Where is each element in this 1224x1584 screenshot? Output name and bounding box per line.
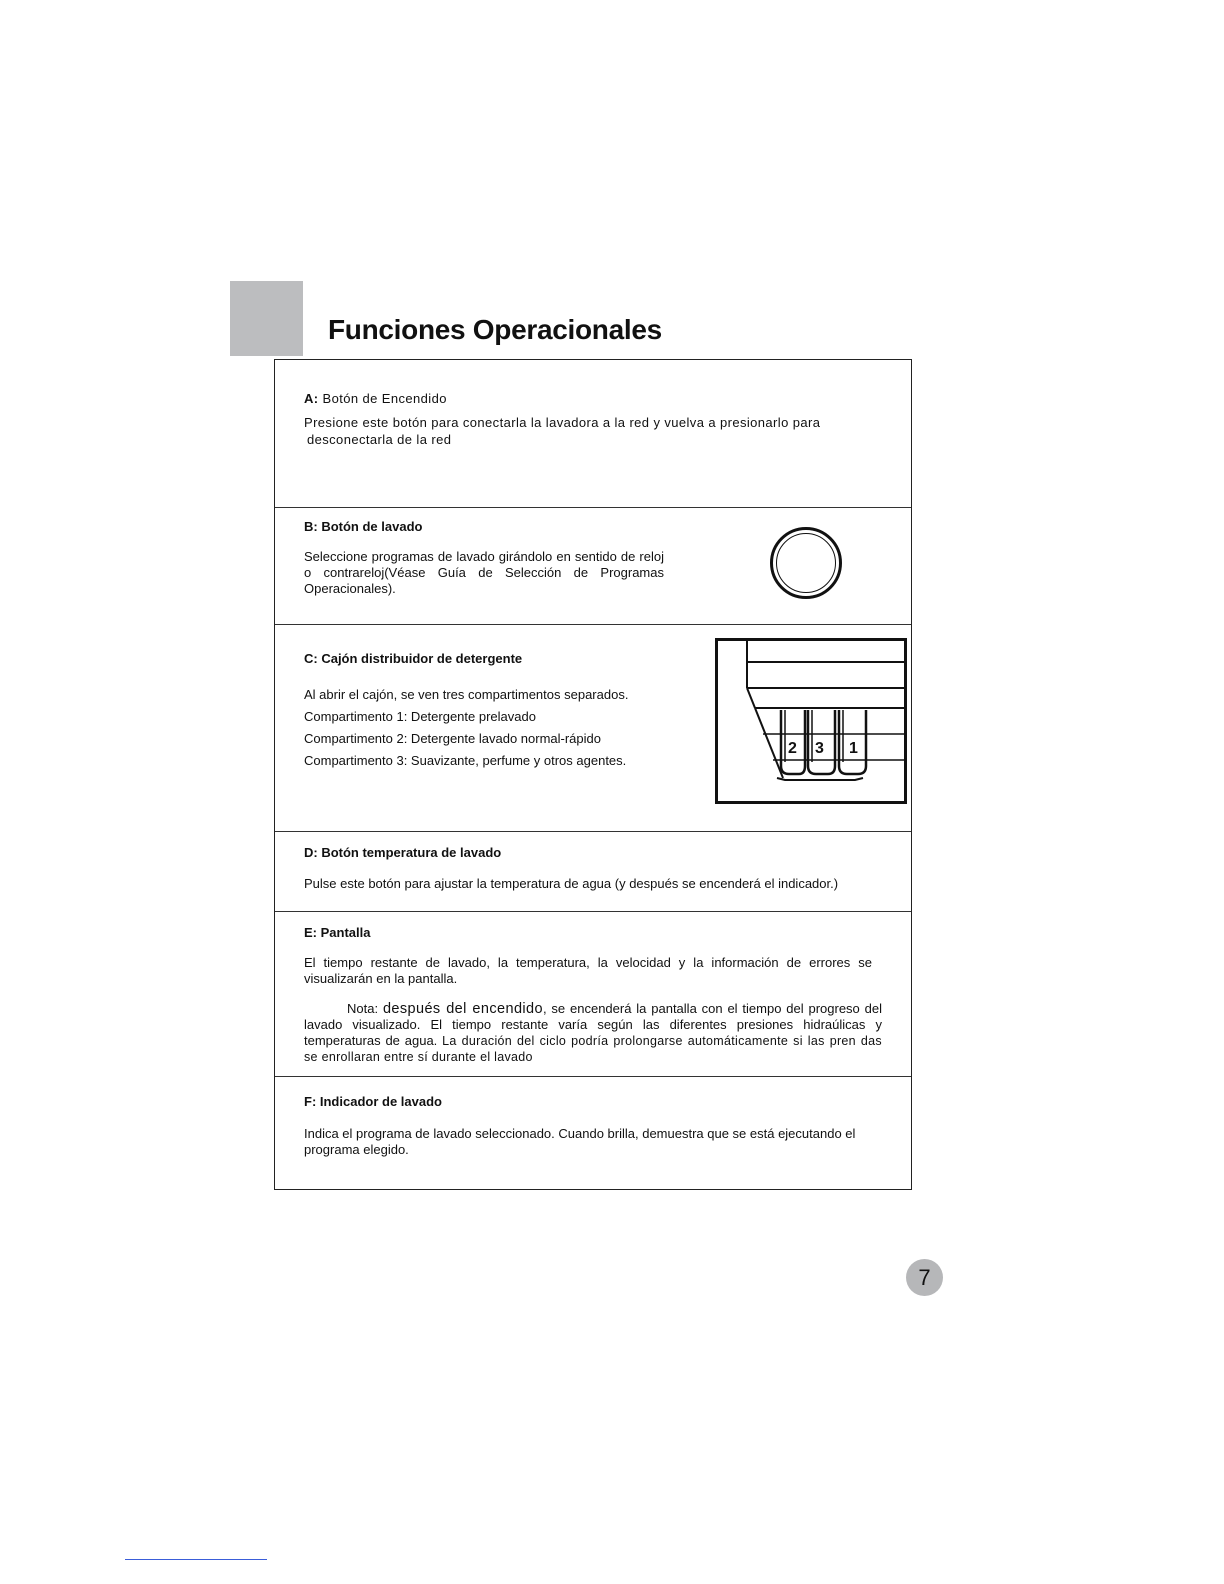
section-b-heading: B: Botón de lavado	[304, 519, 423, 534]
section-b-text: Seleccione programas de lavado girándolo en sentido de reloj o contrareloj(Véase Guía de Selección de Programas Operacionales).	[304, 549, 664, 596]
section-e-note: Nota: después del encendido, se encenderá la pantalla con el tiempo del progreso del lavado visualizado. El tiempo restante varía según las diferentes presiones hidraúlicas y temperaturas de agua. La duración del ciclo podría prolongarse automáticamente si las pren das se enrollaran entre sí durante el lavado	[304, 1001, 882, 1064]
section-b	[275, 507, 911, 625]
functions-table	[274, 359, 912, 1190]
section-f	[275, 1076, 911, 1189]
section-e	[275, 911, 911, 1077]
page-number-badge: 7	[906, 1259, 943, 1296]
section-d	[275, 831, 911, 912]
wash-knob-illustration	[770, 527, 842, 599]
section-c-heading: C: Cajón distribuidor de detergente	[304, 651, 523, 666]
compartment-label-1: 1	[849, 740, 858, 757]
compartment-label-3: 3	[815, 740, 824, 757]
section-e-text: El tiempo restante de lavado, la temperatura, la velocidad y la información de errores se visualizarán en la pantalla.	[304, 955, 872, 986]
section-a-text-line2: desconectarla de la red	[307, 432, 452, 447]
page-title: Funciones Operacionales	[328, 314, 662, 345]
footer-divider	[125, 1559, 267, 1560]
section-a-heading: A: Botón de Encendido	[304, 391, 447, 406]
section-c-line: Compartimento 1: Detergente prelavado	[304, 709, 536, 724]
section-f-heading: F: Indicador de lavado	[304, 1094, 442, 1109]
section-a-text-line1: Presione este botón para conectarla la lavadora a la red y vuelva a presionarlo para	[304, 415, 821, 430]
section-c-line: Compartimento 2: Detergente lavado normal-rápido	[304, 731, 601, 746]
section-c-line: Compartimento 3: Suavizante, perfume y otros agentes.	[304, 753, 627, 768]
section-tab-marker	[230, 281, 303, 356]
section-e-heading: E: Pantalla	[304, 925, 371, 940]
section-d-text: Pulse este botón para ajustar la temperatura de agua (y después se encenderá el indicador.)	[304, 876, 839, 891]
compartment-label-2: 2	[788, 740, 797, 757]
section-f-text: Indica el programa de lavado seleccionado. Cuando brilla, demuestra que se está ejecutando el programa elegido.	[304, 1126, 856, 1157]
section-c-line: Al abrir el cajón, se ven tres compartimentos separados.	[304, 687, 629, 702]
section-d-heading: D: Botón temperatura de lavado	[304, 845, 502, 860]
section-c	[275, 624, 911, 832]
detergent-drawer-illustration	[715, 638, 907, 804]
section-a	[275, 360, 911, 508]
